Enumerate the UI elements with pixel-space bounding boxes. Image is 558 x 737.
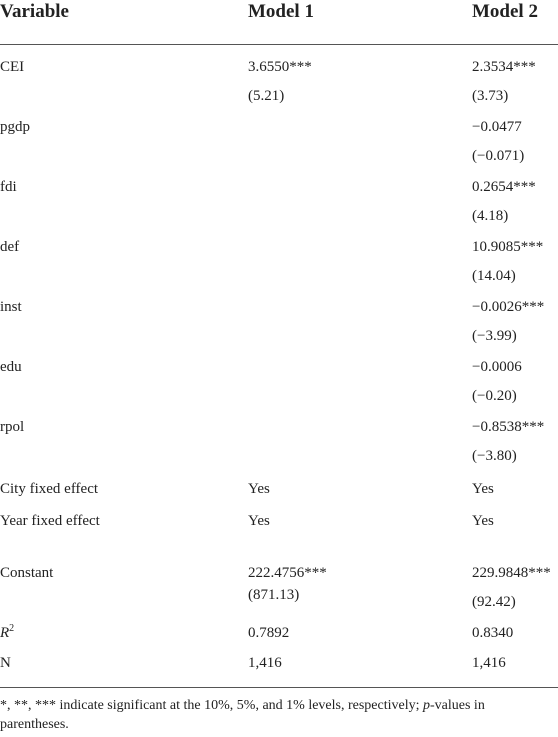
cell-constant-model2-coef: 229.9848***: [472, 565, 551, 581]
row-label-cei: CEI: [0, 59, 25, 75]
row-label-year-fixed-effect: Year fixed effect: [0, 513, 100, 529]
cell-edu-model2-stat: (−0.20): [472, 388, 517, 404]
row-label-rpol: rpol: [0, 419, 25, 435]
r-squared-symbol: R: [0, 625, 10, 641]
row-label-fdi: fdi: [0, 179, 17, 195]
cell-cei-model2-stat: (3.73): [472, 88, 509, 104]
cell-inst-model2-coef: −0.0026***: [472, 299, 545, 315]
cell-def-model2-coef: 10.9085***: [472, 239, 544, 255]
row-label-constant: Constant: [0, 565, 54, 581]
cell-fdi-model2-coef: 0.2654***: [472, 179, 536, 195]
row-label-city-fixed-effect: City fixed effect: [0, 481, 99, 497]
cell-rpol-model2-coef: −0.8538***: [472, 419, 545, 435]
cell-city-fe-model1: Yes: [248, 481, 270, 497]
table-footnote: [0, 696, 552, 734]
cell-edu-model2-coef: −0.0006: [472, 359, 522, 375]
row-label-r-squared: [0, 624, 14, 643]
footnote-text-part2: -values in parentheses.: [0, 698, 485, 732]
cell-constant-model2-stat: (92.42): [472, 594, 516, 610]
cell-r2-model1: 0.7892: [248, 625, 290, 641]
row-label-n: N: [0, 655, 11, 671]
cell-cei-model1-coef: 3.6550***: [248, 59, 312, 75]
cell-n-model1: 1,416: [248, 655, 282, 671]
row-label-def: def: [0, 239, 20, 255]
cell-n-model2: 1,416: [472, 655, 506, 671]
cell-pgdp-model2-stat: (−0.071): [472, 148, 525, 164]
cell-def-model2-stat: (14.04): [472, 268, 516, 284]
table-header: [0, 0, 558, 45]
cell-cei-model1-stat: (5.21): [248, 88, 285, 104]
cell-fdi-model2-stat: (4.18): [472, 208, 509, 224]
cell-rpol-model2-stat: (−3.80): [472, 448, 517, 464]
cell-year-fe-model1: Yes: [248, 513, 270, 529]
cell-r2-model2: 0.8340: [472, 625, 514, 641]
row-label-pgdp: pgdp: [0, 119, 30, 135]
cell-constant-model1-stat: (871.13): [248, 587, 300, 603]
row-label-edu: edu: [0, 359, 22, 375]
cell-constant-model1-coef: 222.4756***: [248, 565, 327, 581]
header-model-2: Model 2: [472, 1, 538, 22]
cell-inst-model2-stat: (−3.99): [472, 328, 517, 344]
cell-cei-model2-coef: 2.3534***: [472, 59, 536, 75]
footnote-text-part1: *, **, *** indicate significant at the 10%, 5%, and 1% levels, respectively;: [0, 698, 423, 713]
r-squared-superscript: 2: [9, 623, 15, 634]
cell-pgdp-model2-coef: −0.0477: [472, 119, 522, 135]
row-label-inst: inst: [0, 299, 22, 315]
header-variable: Variable: [0, 1, 69, 22]
cell-city-fe-model2: Yes: [472, 481, 494, 497]
cell-year-fe-model2: Yes: [472, 513, 494, 529]
table-bottom-rule: [0, 687, 558, 688]
header-model-1: Model 1: [248, 1, 314, 22]
footnote-p-italic: p: [423, 698, 430, 713]
